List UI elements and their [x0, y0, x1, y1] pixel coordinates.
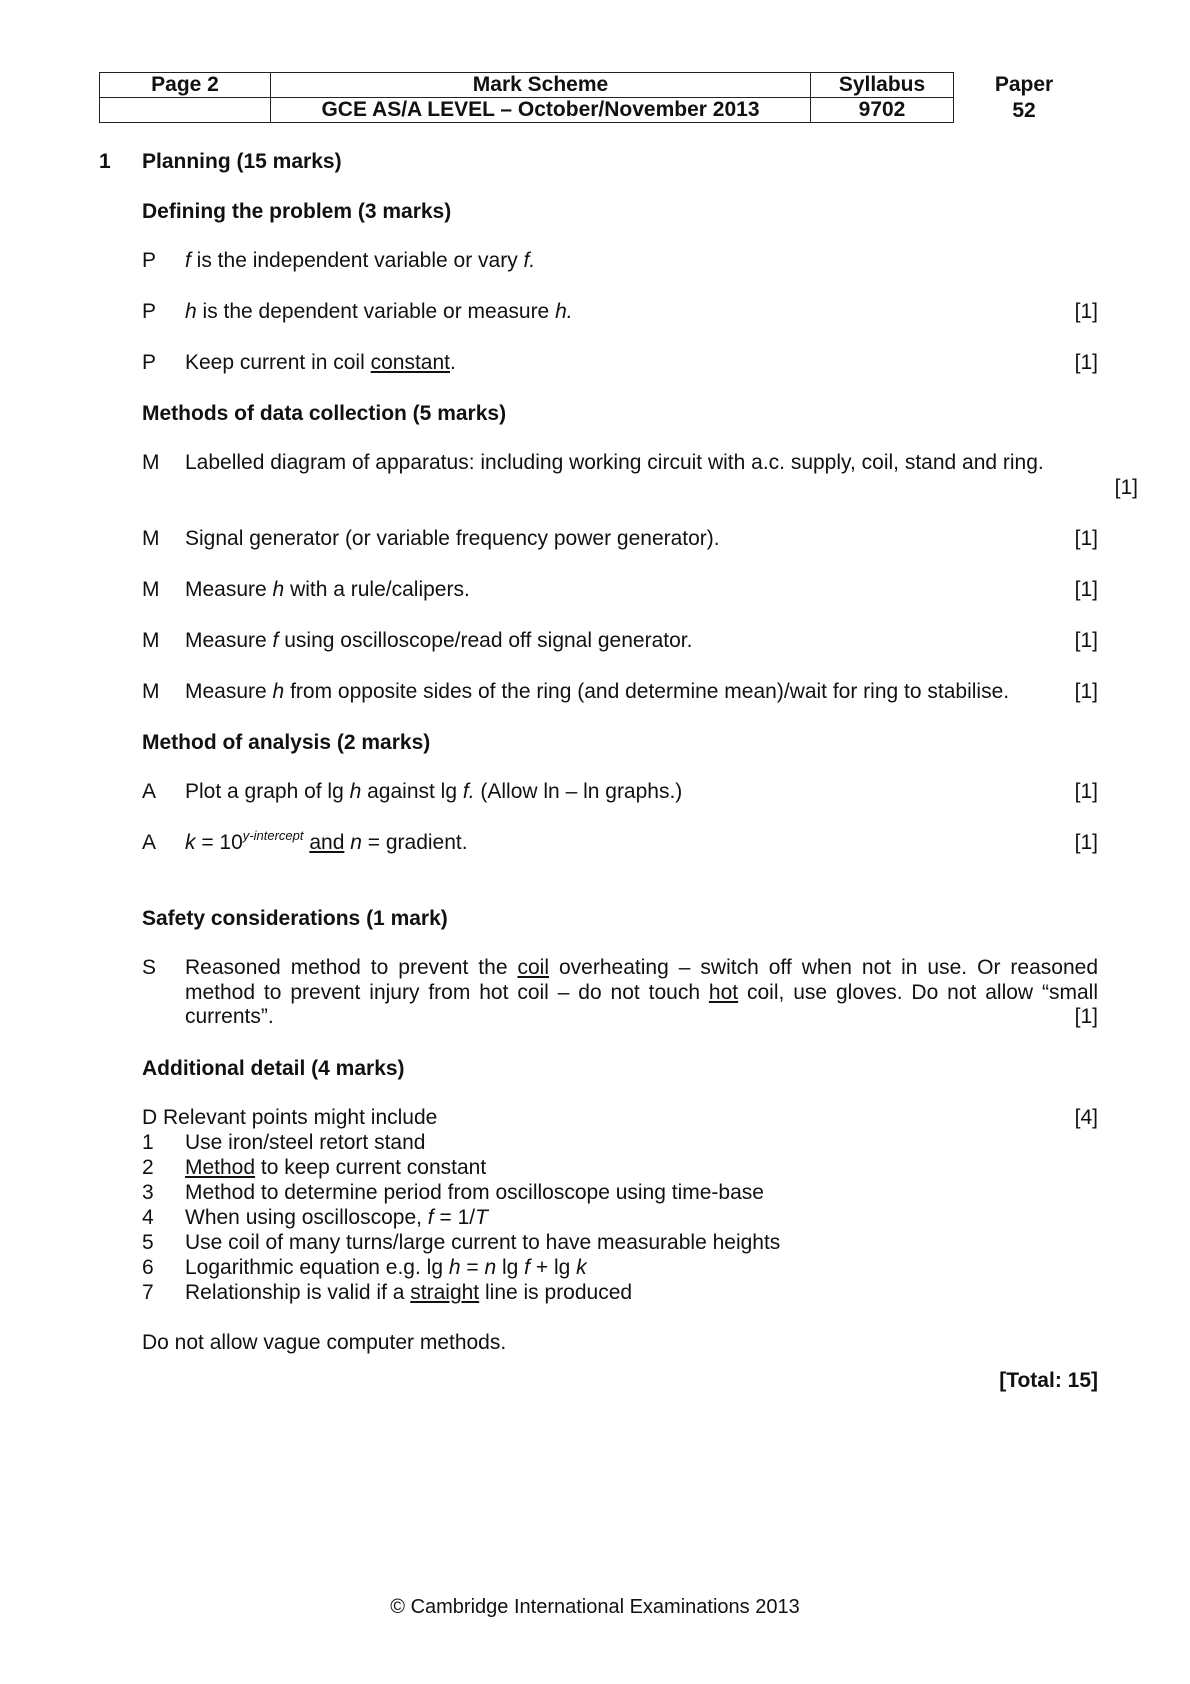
total-marks: [Total: 15]	[999, 1369, 1098, 1392]
additional-intro: D Relevant points might include	[142, 1106, 438, 1129]
code-m4: M	[142, 629, 160, 652]
code-a1: A	[142, 780, 157, 803]
section-title-methods: Methods of data collection (5 marks)	[142, 402, 507, 425]
list-item: Method to determine period from oscilloscope using time-base	[185, 1181, 764, 1204]
list-item-number: 7	[142, 1281, 154, 1304]
code-p1: P	[142, 249, 157, 272]
point-s1: Reasoned method to prevent the coil overheating – switch off when not in use. Or reasoned method to prevent injury from hot coil – do not touch hot coil, use gloves. Do not allow “small currents”.	[185, 956, 1098, 1028]
mark-p3: [1]	[1074, 351, 1098, 374]
list-item: Method to keep current constant	[185, 1156, 487, 1179]
section-title-safety: Safety considerations (1 mark)	[142, 907, 448, 930]
header-syllabus-code: 9702	[811, 98, 954, 123]
code-m5: M	[142, 680, 160, 703]
list-item: Logarithmic equation e.g. lg h = n lg f + lg k	[185, 1256, 587, 1279]
header-table	[99, 72, 954, 123]
header-paper-label: Paper	[994, 73, 1054, 96]
mark-m4: [1]	[1074, 629, 1098, 652]
code-p2: P	[142, 300, 157, 323]
point-m5: Measure h from opposite sides of the ring (and determine mean)/wait for ring to stabilise.	[185, 680, 1010, 703]
list-item-number: 4	[142, 1206, 154, 1229]
header-page: Page 2	[100, 73, 271, 98]
list-item-number: 1	[142, 1131, 154, 1154]
header-empty-cell	[100, 98, 271, 123]
mark-m5: [1]	[1074, 680, 1098, 703]
mark-s1: [1]	[1074, 1005, 1098, 1028]
mark-a1: [1]	[1074, 780, 1098, 803]
point-a1: Plot a graph of lg h against lg f. (Allow ln – ln graphs.)	[185, 780, 683, 803]
header-exam: GCE AS/A LEVEL – October/November 2013	[271, 98, 811, 123]
mark-a2: [1]	[1074, 831, 1098, 854]
footer-copyright: © Cambridge International Examinations 2013	[390, 1596, 800, 1618]
mark-additional: [4]	[1074, 1106, 1098, 1129]
list-item: Use coil of many turns/large current to have measurable heights	[185, 1231, 781, 1254]
section-title-defining: Defining the problem (3 marks)	[142, 200, 452, 223]
point-p1: f is the independent variable or vary f.	[185, 249, 536, 272]
mark-m1: [1]	[1114, 476, 1138, 499]
header-paper-number: 52	[1012, 99, 1036, 122]
list-item-number: 2	[142, 1156, 154, 1179]
point-m1: Labelled diagram of apparatus: including working circuit with a.c. supply, coil, stand and ring.	[185, 451, 1044, 474]
list-item-number: 5	[142, 1231, 154, 1254]
code-m3: M	[142, 578, 160, 601]
section-title-analysis: Method of analysis (2 marks)	[142, 731, 431, 754]
mark-m2: [1]	[1074, 527, 1098, 550]
point-m2: Signal generator (or variable frequency power generator).	[185, 527, 720, 550]
header-title: Mark Scheme	[271, 73, 811, 98]
point-p3: Keep current in coil constant.	[185, 351, 456, 374]
list-item: Relationship is valid if a straight line is produced	[185, 1281, 633, 1304]
point-m4: Measure f using oscilloscope/read off signal generator.	[185, 629, 693, 652]
header-syllabus-label: Syllabus	[811, 73, 954, 98]
point-a2: $k = 10^{y-intercept}$ and n = gradient.	[185, 828, 468, 854]
mark-m3: [1]	[1074, 578, 1098, 601]
list-item: When using oscilloscope, f = 1/T	[185, 1206, 488, 1229]
additional-note: Do not allow vague computer methods.	[142, 1331, 507, 1354]
question-number: 1	[99, 150, 111, 173]
point-m3: Measure h with a rule/calipers.	[185, 578, 470, 601]
code-m2: M	[142, 527, 160, 550]
code-p3: P	[142, 351, 157, 374]
code-s1: S	[142, 956, 157, 979]
mark-p2: [1]	[1074, 300, 1098, 323]
list-item-number: 3	[142, 1181, 154, 1204]
section-title-additional: Additional detail (4 marks)	[142, 1057, 405, 1080]
code-m1: M	[142, 451, 160, 474]
question-title: Planning (15 marks)	[142, 150, 342, 173]
point-p2: h is the dependent variable or measure h.	[185, 300, 573, 323]
list-item: Use iron/steel retort stand	[185, 1131, 426, 1154]
code-a2: A	[142, 831, 157, 854]
list-item-number: 6	[142, 1256, 154, 1279]
